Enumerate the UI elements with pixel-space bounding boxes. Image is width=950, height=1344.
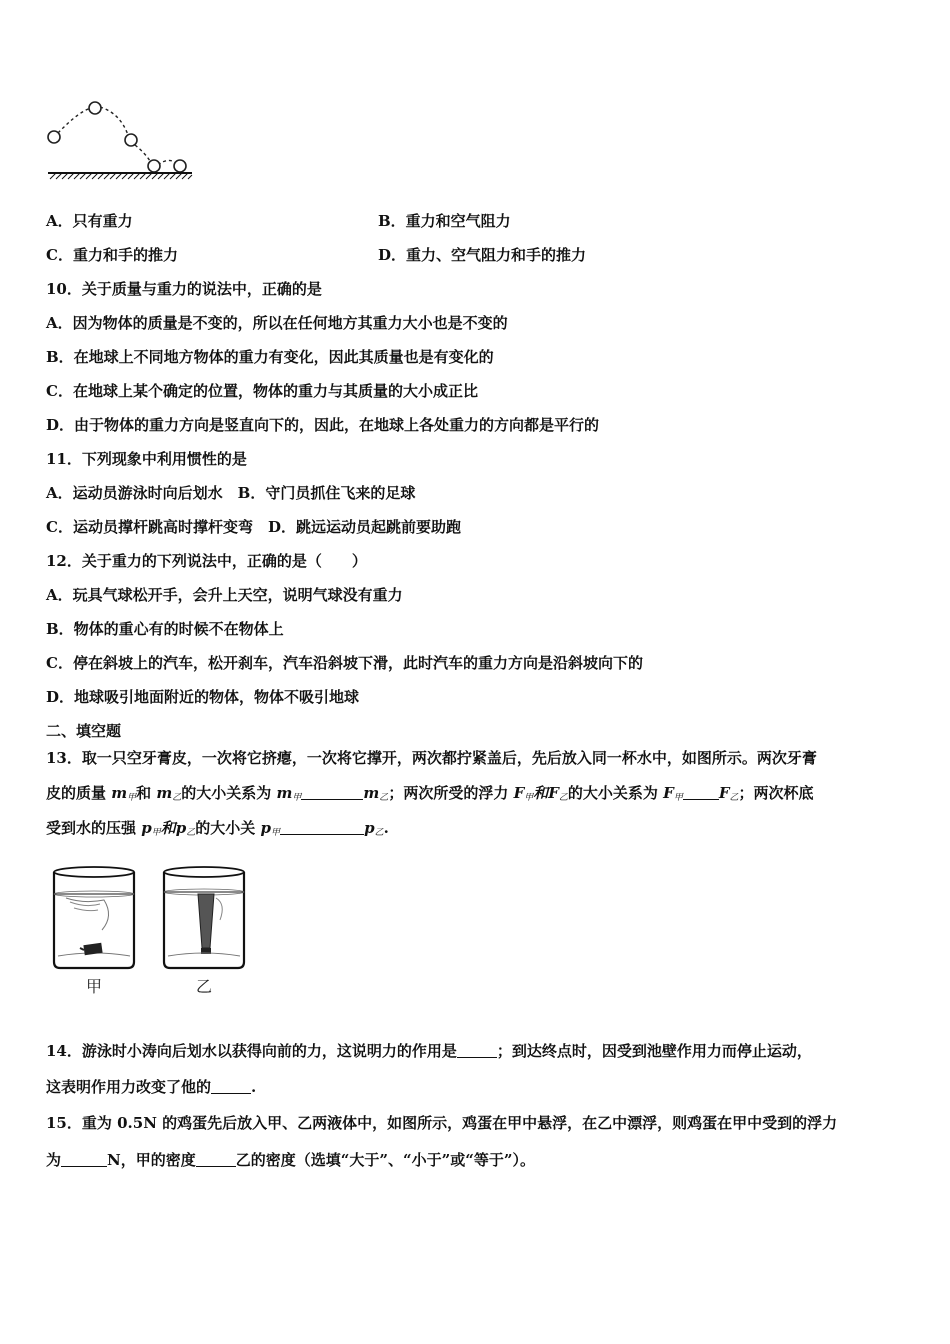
q13-text: 的大小关 [195,819,256,837]
q14-text: . [251,1078,257,1096]
q13-text: ；两次所受的浮力 [388,784,509,802]
q14-text: 这表明作用力改变了他的 [46,1078,212,1096]
q12-stem: 12．关于重力的下列说法中，正确的是（ ） [46,552,367,570]
q10-option-b: B．在地球上不同地方物体的重力有变化，因此其质量也是有变化的 [46,348,494,366]
answer-blank-buoyancy[interactable] [683,785,719,800]
sub-yi: 乙 [186,828,196,838]
var-F: F [718,784,730,802]
q12-option-d: D．地球吸引地面附近的物体，物体不吸引地球 [46,688,360,706]
q13-text: 的大小关系为 [567,784,658,802]
q13-line-1: 13．取一只空牙膏皮，一次将它挤瘪，一次将它撑开，两次都拧紧盖后，先后放入同一杯水中，如图所示。两次牙膏 [46,749,817,767]
sub-yi: 乙 [558,793,568,803]
var-m: m [156,784,173,802]
q9-option-c: C．重力和手的推力 [46,246,178,264]
sub-yi: 乙 [172,793,182,803]
q13-text: 皮的质量 [46,784,107,802]
q13-text: 和 [160,819,176,837]
var-p: p [260,819,272,837]
ball-trajectory-figure [40,95,200,187]
var-p: p [141,819,152,837]
answer-blank-force-nature[interactable] [457,1043,497,1058]
figure-label-jia: 甲 [85,977,103,996]
q13-text: ；两次杯底 [738,784,814,802]
q9-option-a: A．只有重力 [46,212,133,230]
q13-line-2 [46,783,814,808]
sub-jia: 甲 [151,828,161,838]
q15-line-1: 15．重为 0.5N 的鸡蛋先后放入甲、乙两液体中，如图所示，鸡蛋在甲中悬浮，在乙中漂浮，则鸡蛋在甲中受到的浮力 [46,1114,838,1132]
beakers-figure [44,864,254,1004]
q14-line-2 [46,1077,256,1097]
beaker-yi [164,867,244,968]
q12-option-c: C．停在斜坡上的汽车，松开刹车，汽车沿斜坡下滑，此时汽车的重力方向是沿斜坡向下的 [46,654,643,672]
answer-blank-motion-state[interactable] [211,1079,251,1094]
q11-stem: 11．下列现象中利用惯性的是 [46,450,247,468]
q13-text: 受到水的压强 [46,819,137,837]
answer-blank-density[interactable] [196,1152,236,1167]
q9-option-b: B．重力和空气阻力 [378,212,511,230]
section-heading: 二、填空题 [46,722,122,740]
q14-text: ；到达终点时，因受到池壁作用力而停止运动， [496,1042,812,1060]
sub-jia: 甲 [524,793,534,803]
q10-option-a: A．因为物体的质量是不变的，所以在任何地方其重力大小也是不变的 [46,314,508,332]
q13-text: 的大小关系为 [181,784,272,802]
var-p: p [364,819,375,837]
sub-jia: 甲 [127,793,137,803]
q10-stem: 10．关于质量与重力的说法中，正确的是 [46,280,322,298]
q14-line-1 [46,1041,812,1061]
q15-text: 为 [46,1151,62,1169]
var-m: m [111,784,128,802]
answer-blank-pressure[interactable] [280,820,364,835]
q10-option-c: C．在地球上某个确定的位置，物体的重力与其质量的大小成正比 [46,382,478,400]
q10-option-d: D．由于物体的重力方向是竖直向下的，因此，在地球上各处重力的方向都是平行的 [46,416,600,434]
q11-options-cd: C．运动员撑杆跳高时撑杆变弯 D．跳远运动员起跳前要助跑 [46,518,461,536]
q14-text: 14．游泳时小涛向后划水以获得向前的力，这说明力的作用是 [46,1042,457,1060]
q13-line-3 [46,818,389,843]
q15-text: N，甲的密度 [107,1151,196,1169]
var-m: m [363,784,380,802]
sub-yi: 乙 [374,828,384,838]
q15-text: 乙的密度（选填“大于”、“小于”或“等于”）。 [235,1151,536,1169]
q13-text: 和 [136,784,152,802]
var-F: F [548,784,559,802]
figure-label-yi: 乙 [195,977,213,996]
var-m: m [276,784,293,802]
q12-option-a: A．玩具气球松开手，会升上天空，说明气球没有重力 [46,586,403,604]
var-p: p [175,819,187,837]
sub-jia: 甲 [271,828,281,838]
answer-blank-mass[interactable] [301,785,363,800]
q15-line-2 [46,1150,535,1170]
var-F: F [663,784,674,802]
answer-blank-buoyant-force[interactable] [61,1152,107,1167]
sub-yi: 乙 [379,793,389,803]
sub-yi: 乙 [729,793,739,803]
var-F: F [513,784,525,802]
q12-option-b: B．物体的重心有的时候不在物体上 [46,620,284,638]
q13-text: . [383,819,389,837]
sub-jia: 甲 [673,793,683,803]
q11-options-ab: A．运动员游泳时向后划水 B．守门员抓住飞来的足球 [46,484,416,502]
q9-option-d: D．重力、空气阻力和手的推力 [378,246,587,264]
sub-jia: 甲 [292,793,302,803]
beaker-jia [54,867,134,968]
q13-text: 和 [533,784,549,802]
